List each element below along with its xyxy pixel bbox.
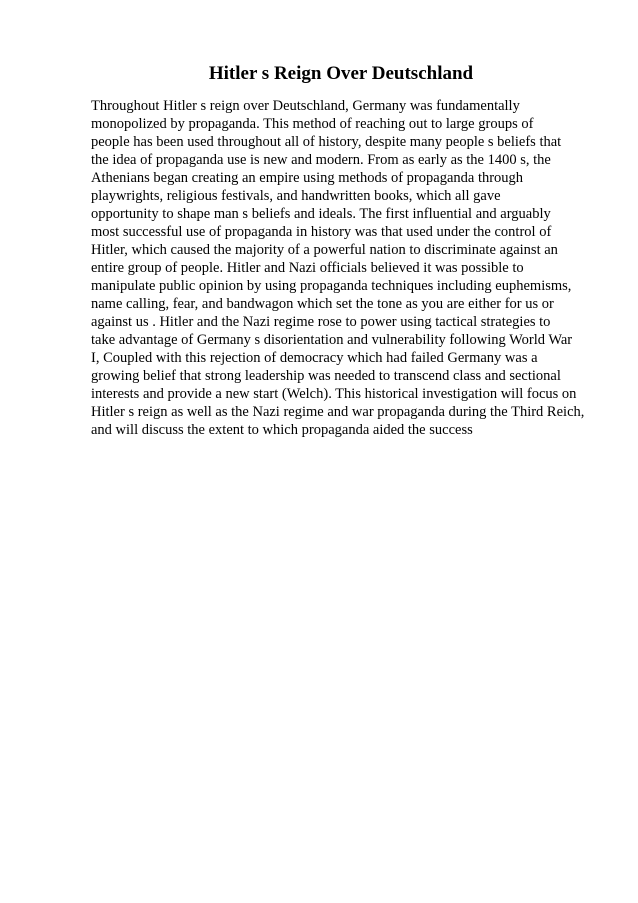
- body-line: Hitler s reign as well as the Nazi regime and war propaganda during the Third Reich,: [91, 404, 585, 420]
- body-line: against us . Hitler and the Nazi regime rose to power using tactical strategies to: [91, 314, 551, 330]
- document-body: [91, 97, 611, 439]
- body-line: the idea of propaganda use is new and modern. From as early as the 1400 s, the: [91, 152, 551, 168]
- body-line: Athenians began creating an empire using methods of propaganda through: [91, 170, 524, 186]
- body-line: Throughout Hitler s reign over Deutschland, Germany was fundamentally: [91, 98, 520, 114]
- body-line: opportunity to shape man s beliefs and ideals. The first influential and arguably: [91, 206, 551, 222]
- body-line: name calling, fear, and bandwagon which set the tone as you are either for us or: [91, 296, 554, 312]
- body-line: entire group of people. Hitler and Nazi officials believed it was possible to: [91, 260, 524, 276]
- body-line: take advantage of Germany s disorientation and vulnerability following World War: [91, 332, 573, 348]
- body-line: Hitler, which caused the majority of a powerful nation to discriminate against an: [91, 242, 558, 258]
- body-line: interests and provide a new start (Welch). This historical investigation will focus on: [91, 386, 577, 402]
- document-title: Hitler s Reign Over Deutschland: [208, 63, 474, 84]
- body-line: most successful use of propaganda in history was that used under the control of: [91, 224, 552, 240]
- body-line: I, Coupled with this rejection of democracy which had failed Germany was a: [91, 350, 538, 366]
- body-line: playwrights, religious festivals, and handwritten books, which all gave: [91, 188, 501, 204]
- body-line: and will discuss the extent to which propaganda aided the success: [91, 422, 473, 438]
- body-line: manipulate public opinion by using propaganda techniques including euphemisms,: [91, 278, 572, 294]
- body-line: monopolized by propaganda. This method of reaching out to large groups of: [91, 116, 534, 132]
- body-line: growing belief that strong leadership was needed to transcend class and sectional: [91, 368, 561, 384]
- body-line: people has been used throughout all of history, despite many people s beliefs that: [91, 134, 562, 150]
